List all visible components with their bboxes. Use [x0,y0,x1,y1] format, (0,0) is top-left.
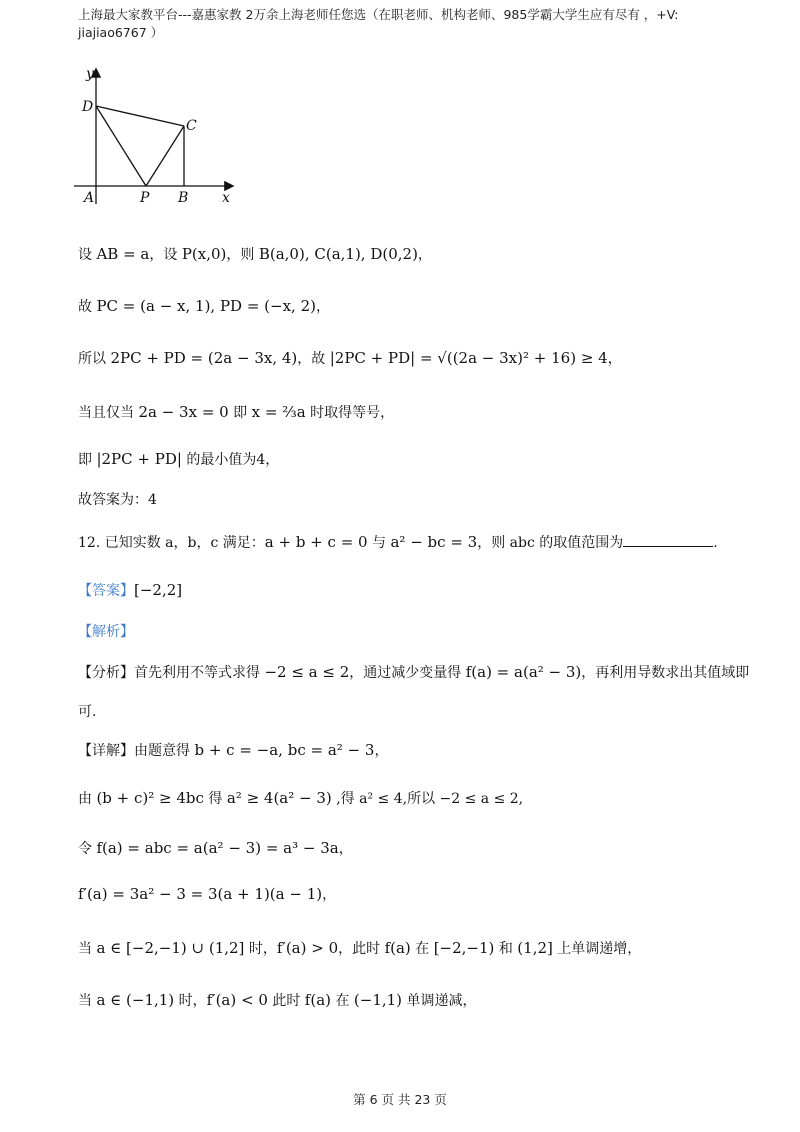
text: ， [417,247,432,263]
text: ， [607,351,622,367]
detail-line-1 [78,788,523,809]
math: a² − bc = 3 [390,533,478,551]
math: b + c = −a, bc = a² − 3 [194,741,375,759]
text: ，此时 [338,941,385,957]
math: f′(a) < 0 [206,991,268,1009]
answer-blank [623,532,713,547]
text: 当且仅当 [78,405,139,421]
math: PC = (a − x, 1), PD = (−x, 2) [96,297,316,315]
solution-line-4 [78,402,394,423]
text: 时， [244,941,277,957]
text: 当 [78,941,97,957]
text: ， [322,887,337,903]
text: ,得 a² ≤ 4,所以 −2 ≤ a ≤ 2, [331,791,524,807]
segment-dc [96,106,184,126]
text: 由 [78,791,97,807]
text: 此时 [267,993,305,1009]
text: 单调递减， [402,993,477,1009]
label-y: y [86,66,94,82]
text: 在 [410,941,434,957]
page-header [78,6,738,42]
math: AB = a [96,245,150,263]
math: f′(a) = 3a² − 3 = 3(a + 1)(a − 1) [78,885,323,903]
math: |2PC + PD| = √((2a − 3x)² + 16) ≥ 4 [329,349,608,367]
solution-line-6: 故答案为：4 [78,492,157,508]
math: −2 ≤ a ≤ 2 [264,663,350,681]
text: 由题意得 [134,743,195,759]
coordinate-diagram [72,66,242,211]
label-d: D [82,99,94,115]
text: 的最小值为4， [181,452,280,468]
text: 所以 [78,351,111,367]
text: 首先利用不等式求得 [134,665,265,681]
segment-pc [146,126,184,186]
text: ，通过减少变量得 [349,665,466,681]
math: f(a) [304,991,331,1009]
math: a ∈ (−1,1) [96,991,175,1009]
text: 令 [78,841,97,857]
math: [−2,−1) [433,939,495,957]
answer-tag: 【答案】 [78,583,134,599]
xiangjie-line [78,740,388,761]
answer-line [78,580,182,601]
text: 设 [78,247,97,263]
text: 12. 已知实数 a，b，c 满足： [78,535,265,551]
segment-dp [96,106,146,186]
text: 故 [78,299,97,315]
label-x: x [222,190,230,206]
math: x = ⅔a [251,403,306,421]
detail-line-2 [78,838,353,859]
solution-line-5 [78,449,279,470]
text: ， [374,743,389,759]
math: (1,2] [517,939,553,957]
text: 即 [78,452,97,468]
header-line-2: jiajiao6767 ） [78,25,164,40]
question-12 [78,532,718,553]
text: 上单调递增， [552,941,642,957]
math: [−2,2] [134,581,183,599]
math: f′(a) > 0 [276,939,339,957]
geometry-figure [72,66,242,211]
text: 时， [174,993,207,1009]
label-a: A [84,190,95,206]
text: 和 [494,941,518,957]
text: 当 [78,993,97,1009]
analysis-line [78,622,134,642]
fenxi-tag: 【分析】 [78,665,134,681]
math: f(a) [384,939,411,957]
math: |2PC + PD| [96,450,182,468]
math: a + b + c = 0 [264,533,368,551]
xiangjie-tag: 【详解】 [78,743,134,759]
text: 时取得等号， [305,405,395,421]
label-c: C [186,118,197,134]
text: ， [338,841,353,857]
math: 2PC + PD = (2a − 3x, 4) [110,349,298,367]
fenxi-line-2: 可. [78,704,97,720]
text: ，则 [226,247,259,263]
label-p: P [140,190,150,206]
text: ， [316,299,330,315]
text: 与 [367,535,391,551]
header-line-1: 上海最大家教平台---嘉惠家教 2万余上海老师任您选（在职老师、机构老师、985学霸大学生应有尽有 ，+V: [78,7,679,22]
math: f(a) = a(a² − 3) [465,663,582,681]
solution-line-2 [78,296,330,317]
text: 得 [203,791,227,807]
text: ，再利用导数求出其值域即 [581,665,750,681]
label-b: B [178,190,189,206]
math: P(x,0) [181,245,227,263]
detail-line-5 [78,990,477,1011]
math: (b + c)² ≥ 4bc [96,789,204,807]
detail-line-3 [78,884,336,905]
text: . [713,535,718,551]
math: a² ≥ 4(a² − 3) [226,789,332,807]
math: (−1,1) [353,991,403,1009]
math: a ∈ [−2,−1) ∪ (1,2] [96,939,245,957]
analysis-tag: 【解析】 [78,624,134,640]
solution-line-3 [78,348,622,369]
math: f(a) = abc = a(a² − 3) = a³ − 3a [96,839,339,857]
math: B(a,0), C(a,1), D(0,2) [258,245,418,263]
text: ，设 [149,247,182,263]
page-footer: 第 6 页 共 23 页 [353,1092,447,1107]
text: ，则 abc 的取值范围为 [477,535,624,551]
solution-line-1 [78,244,432,265]
text: ，故 [297,351,330,367]
text: 在 [331,993,354,1009]
math: 2a − 3x = 0 [138,403,229,421]
fenxi-line [78,662,749,683]
detail-line-4 [78,938,641,959]
text: 即 [228,405,252,421]
